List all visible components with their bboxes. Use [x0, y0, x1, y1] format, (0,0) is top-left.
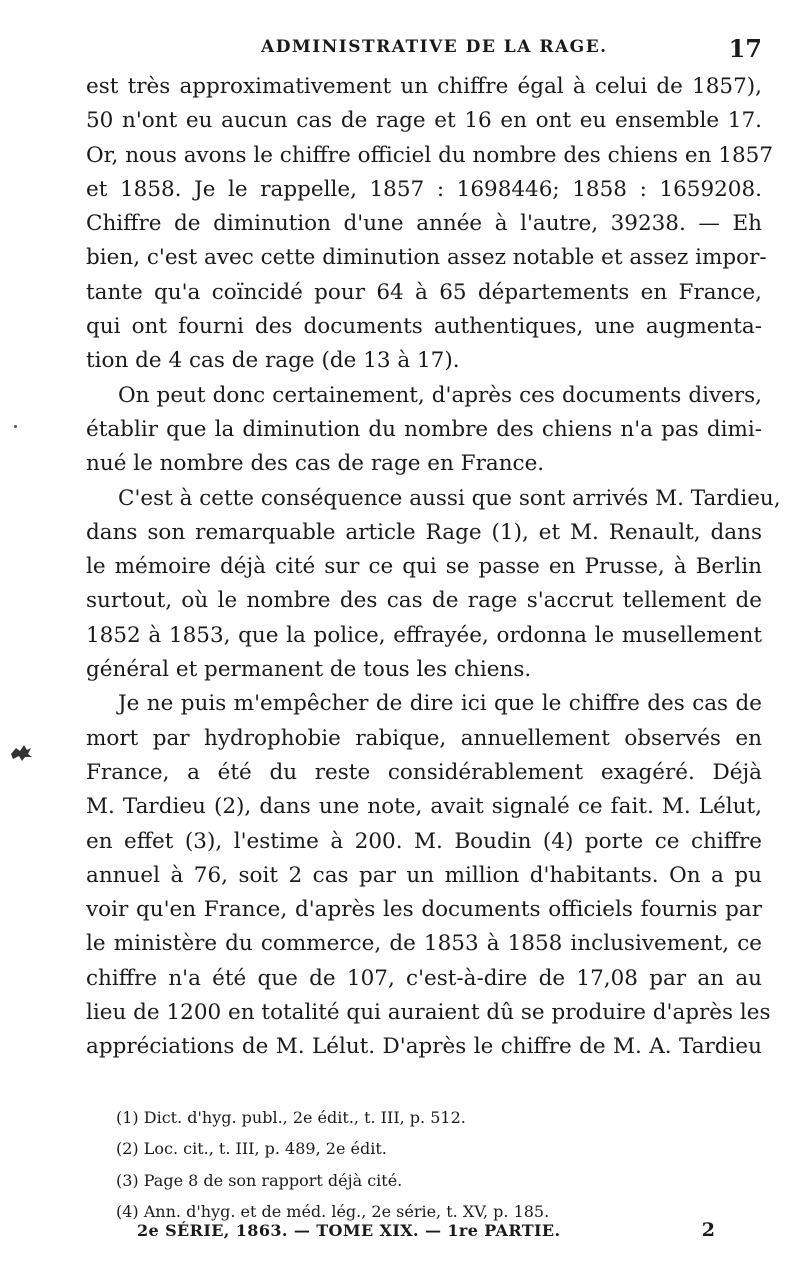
body-line: bien, c'est avec cette diminution assez notable et assez impor-: [86, 245, 767, 271]
body-line: établir que la diminution du nombre des chiens n'a pas dimi-: [86, 416, 762, 442]
body-line: 1852 à 1853, que la police, effrayée, ordonna le musellement: [86, 622, 762, 648]
running-head: [86, 34, 762, 64]
ink-speck-icon: [14, 425, 17, 428]
signature-mark: 2: [701, 1219, 715, 1241]
body-line: France, a été du reste considérablement exagéré. Déjà: [86, 759, 762, 785]
body-line: Chiffre de diminution d'une année à l'autre, 39238. — Eh: [86, 211, 762, 237]
body-text: [86, 70, 781, 1065]
footnote: (4) Ann. d'hyg. et de méd. lég., 2e série, t. XV, p. 185.: [116, 1201, 550, 1221]
body-line: surtout, où le nombre des cas de rage s'accrut tellement de: [86, 588, 762, 614]
body-line: 50 n'ont eu aucun cas de rage et 16 en ont eu ensemble 17.: [86, 108, 762, 134]
body-line: le ministère du commerce, de 1853 à 1858 inclusivement, ce: [86, 931, 762, 957]
ink-blot-icon: [7, 742, 33, 762]
body-line: mort par hydrophobie rabique, annuellement observés en: [86, 725, 762, 751]
body-line: annuel à 76, soit 2 cas par un million d'habitants. On a pu: [86, 862, 762, 888]
footnote: (2) Loc. cit., t. III, p. 489, 2e édit.: [116, 1139, 387, 1159]
body-line: est très approximativement un chiffre égal à celui de 1857),: [86, 74, 762, 99]
body-line: dans son remarquable article Rage (1), et M. Renault, dans: [86, 519, 762, 545]
body-line: lieu de 1200 en totalité qui auraient dû se produire d'après les: [86, 1000, 771, 1026]
body-line: tion de 4 cas de rage (de 13 à 17).: [86, 348, 460, 374]
footnotes: [116, 1102, 549, 1227]
body-line: en effet (3), l'estime à 200. M. Boudin (4) porte ce chiffre: [86, 828, 762, 854]
signature-text: 2e SÉRIE, 1863. — TOME XIX. — 1re PARTIE.: [137, 1221, 561, 1240]
body-line: M. Tardieu (2), dans une note, avait signalé ce fait. M. Lélut,: [86, 794, 762, 820]
footnote: (3) Page 8 de son rapport déjà cité.: [116, 1170, 403, 1190]
paragraph-start: On peut donc certainement, d'après ces documents divers,: [118, 382, 762, 408]
page-number: 17: [728, 34, 762, 63]
body-line: appréciations de M. Lélut. D'après le chiffre de M. A. Tardieu: [86, 1034, 762, 1060]
body-line: chiffre n'a été que de 107, c'est-à-dire de 17,08 par an au: [86, 965, 762, 991]
running-title: ADMINISTRATIVE DE LA RAGE.: [261, 37, 608, 57]
body-line: voir qu'en France, d'après les documents officiels fournis par: [86, 897, 762, 923]
body-line: Or, nous avons le chiffre officiel du nombre des chiens en 1857: [86, 142, 773, 168]
body-line: qui ont fourni des documents authentiques, une augmenta-: [86, 314, 762, 340]
printer-signature: [137, 1221, 715, 1240]
body-line: et 1858. Je le rappelle, 1857 : 1698446; 1858 : 1659208.: [86, 176, 762, 202]
paragraph-start: C'est à cette conséquence aussi que sont arrivés M. Tardieu,: [118, 485, 781, 511]
footnote: (1) Dict. d'hyg. publ., 2e édit., t. III, p. 512.: [116, 1108, 466, 1127]
body-line: tante qu'a coïncidé pour 64 à 65 départements en France,: [86, 279, 762, 305]
body-line: le mémoire déjà cité sur ce qui se passe en Prusse, à Berlin: [86, 554, 762, 580]
body-line: général et permanent de tous les chiens.: [86, 657, 532, 683]
paragraph-start: Je ne puis m'empêcher de dire ici que le chiffre des cas de: [118, 691, 762, 717]
body-line: nué le nombre des cas de rage en France.: [86, 451, 545, 477]
